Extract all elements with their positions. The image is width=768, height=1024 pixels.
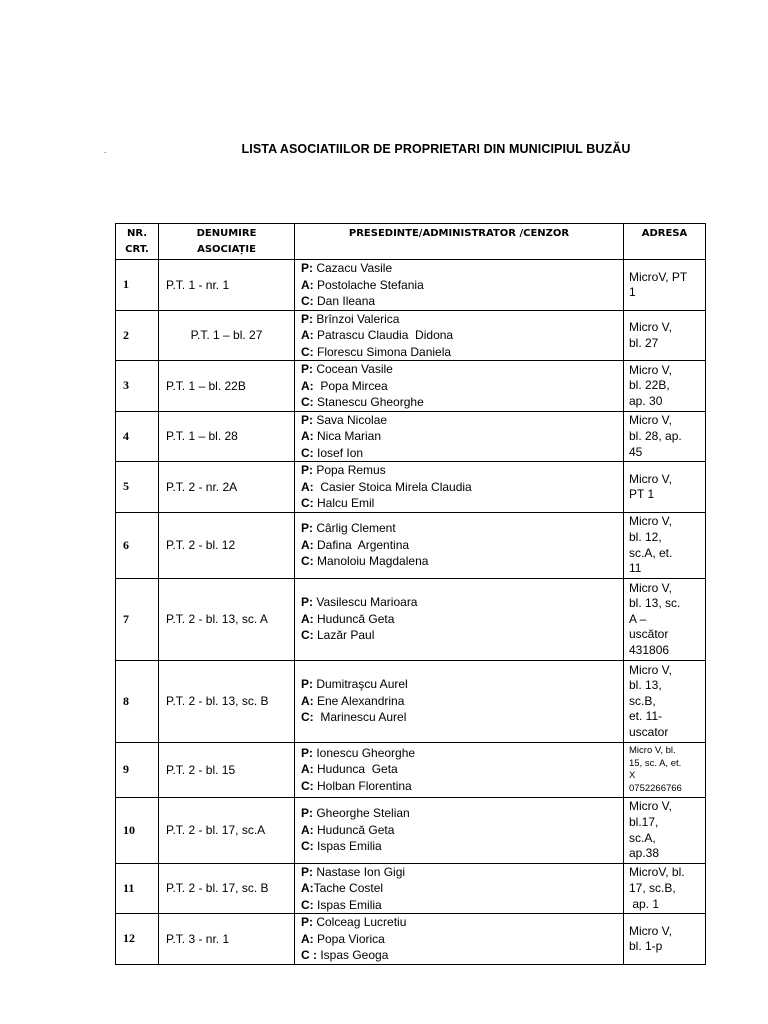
officer-role: C: — [301, 710, 314, 725]
officer-name: Casier Stoica Mirela Claudia — [313, 479, 472, 494]
officer-line — [301, 761, 623, 778]
officer-role: P: — [301, 261, 313, 275]
officer-line — [301, 627, 623, 644]
officer-line — [301, 462, 623, 479]
officer-role: A: — [301, 378, 314, 393]
officers-cell — [295, 310, 624, 361]
address-cell — [624, 578, 706, 660]
officer-name: Ispas Emilia — [313, 839, 382, 854]
officers-cell — [295, 260, 624, 311]
officer-line — [301, 344, 623, 361]
officer-name: Vasilescu Marioara — [313, 595, 418, 610]
address-line: Micro V, — [629, 923, 672, 938]
officer-line — [301, 412, 623, 429]
header-name: DENUMIRE ASOCIAȚIE — [159, 224, 295, 260]
officer-name: Cocean Vasile — [313, 362, 393, 376]
table-row — [116, 361, 706, 412]
association-name: P.T. 1 - nr. 1 — [159, 260, 295, 311]
page-title: LISTA ASOCIATIILOR DE PROPRIETARI DIN MUNICIPIUL BUZĂU — [241, 142, 631, 156]
officer-name: Patrascu Claudia Didona — [313, 328, 454, 342]
row-number: 1 — [116, 260, 159, 311]
officers-cell — [295, 797, 624, 863]
address-line: sc.A, — [629, 830, 656, 845]
officers-cell — [295, 660, 624, 742]
officer-name: Dafina Argentina — [313, 537, 410, 552]
address-line: 15, sc. A, et. — [629, 757, 682, 769]
table-row — [116, 260, 706, 311]
association-name: P.T. 2 - bl. 13, sc. B — [159, 660, 295, 742]
officer-name: Brînzoi Valerica — [313, 311, 400, 326]
officer-role: A: — [301, 429, 314, 443]
address-line: 0752266766 — [629, 782, 682, 794]
officer-line — [301, 428, 623, 445]
table-row — [116, 462, 706, 513]
address-line: et. 11- — [629, 709, 663, 724]
address-line: Micro V, — [629, 580, 672, 595]
address-cell — [624, 411, 706, 462]
table-row — [116, 660, 706, 742]
row-number: 3 — [116, 361, 159, 412]
officer-role: A: — [301, 277, 314, 292]
address-line: Micro V, — [629, 413, 672, 428]
officer-name: Dumitraşcu Aurel — [313, 677, 408, 692]
officer-line — [301, 495, 623, 512]
officer-role: C : — [301, 948, 317, 962]
table-row — [116, 411, 706, 462]
address-line: uscator — [629, 724, 669, 739]
address-cell — [624, 797, 706, 863]
association-name: P.T. 2 - bl. 15 — [159, 742, 295, 797]
address-cell — [624, 462, 706, 513]
address-line: 45 — [629, 444, 643, 459]
officer-line — [301, 378, 623, 395]
officer-role: P: — [301, 595, 313, 610]
header-president: PRESEDINTE/ADMINISTRATOR /CENZOR — [295, 224, 624, 260]
officer-role: C: — [301, 554, 314, 569]
address-line: 1 — [629, 285, 636, 300]
table-row — [116, 310, 706, 361]
address-line: MicroV, PT — [629, 269, 688, 284]
officer-line — [301, 611, 623, 628]
address-line: 431806 — [629, 642, 670, 657]
row-number: 11 — [116, 863, 159, 914]
address-cell — [624, 914, 706, 965]
officer-line — [301, 693, 623, 710]
officer-line — [301, 864, 623, 881]
officer-name: Nastase Ion Gigi — [313, 864, 406, 879]
officer-role: P: — [301, 806, 313, 821]
officer-name: Sava Nicolae — [313, 412, 388, 427]
associations-table — [115, 223, 706, 965]
address-line: bl. 1-p — [629, 939, 663, 954]
officer-line — [301, 327, 623, 344]
address-line: ap. 1 — [629, 896, 660, 911]
officer-role: C: — [301, 628, 314, 643]
row-number: 8 — [116, 660, 159, 742]
officer-line — [301, 293, 623, 310]
officer-role: A: — [301, 693, 314, 708]
officer-name: Postolache Stefania — [313, 277, 424, 292]
table-row — [116, 742, 706, 797]
row-number: 2 — [116, 310, 159, 361]
officer-name: Hudunca Geta — [313, 762, 398, 777]
officer-role: P: — [301, 463, 313, 477]
officer-role: A: — [301, 881, 314, 895]
officer-role: C: — [301, 395, 314, 409]
officer-line — [301, 778, 623, 795]
officer-line — [301, 537, 623, 554]
officer-role: P: — [301, 915, 313, 929]
officer-line — [301, 445, 623, 462]
officer-name: Nica Marian — [313, 429, 382, 443]
association-name: P.T. 2 - bl. 12 — [159, 512, 295, 578]
header-address: ADRESA — [624, 224, 706, 260]
address-line: Micro V, — [629, 320, 672, 335]
officer-line — [301, 805, 623, 822]
officer-name: Iosef Ion — [313, 445, 364, 460]
address-cell — [624, 310, 706, 361]
officer-line — [301, 361, 623, 378]
table-row — [116, 914, 706, 965]
officers-cell — [295, 411, 624, 462]
officer-line — [301, 709, 623, 726]
officer-role: A: — [301, 537, 314, 552]
officer-role: P: — [301, 311, 313, 326]
address-line: bl.17, — [629, 814, 659, 829]
address-line: sc.A, et. — [629, 545, 673, 560]
address-line: bl. 13, sc. — [629, 596, 681, 611]
officer-role: C: — [301, 778, 314, 793]
officers-cell — [295, 512, 624, 578]
officer-role: A: — [301, 931, 314, 946]
officer-role: P: — [301, 521, 313, 536]
table-row — [116, 797, 706, 863]
officer-name: Popa Mircea — [313, 378, 388, 393]
association-name: P.T. 1 – bl. 27 — [159, 310, 295, 361]
association-name: P.T. 1 – bl. 28 — [159, 411, 295, 462]
row-number: 4 — [116, 411, 159, 462]
officer-line — [301, 914, 623, 931]
officer-line — [301, 260, 623, 277]
officer-line — [301, 947, 623, 964]
officer-role: P: — [301, 677, 313, 692]
officer-line — [301, 880, 623, 897]
officer-role: A: — [301, 479, 314, 494]
officer-name: Manoloiu Magdalena — [313, 554, 429, 569]
address-line: 17, sc.B, — [629, 880, 676, 895]
table-header-row — [116, 224, 706, 260]
address-cell — [624, 742, 706, 797]
officer-line — [301, 277, 623, 294]
officer-role: A: — [301, 328, 314, 342]
association-name: P.T. 2 - bl. 17, sc. B — [159, 863, 295, 914]
association-name: P.T. 3 - nr. 1 — [159, 914, 295, 965]
officer-name: Halcu Emil — [313, 496, 375, 510]
association-name: P.T. 2 - bl. 17, sc.A — [159, 797, 295, 863]
address-cell — [624, 863, 706, 914]
address-line: bl. 22B, — [629, 378, 670, 393]
officers-cell — [295, 742, 624, 797]
address-line: Micro V, — [629, 471, 672, 486]
address-line: bl. 12, — [629, 529, 662, 544]
officer-role: C: — [301, 344, 314, 359]
table-row — [116, 512, 706, 578]
officer-role: C: — [301, 839, 314, 854]
officer-name: Dan Ileana — [313, 294, 376, 308]
row-number: 5 — [116, 462, 159, 513]
officer-role: A: — [301, 822, 314, 837]
officer-name: Marinescu Aurel — [313, 710, 407, 725]
officers-cell — [295, 863, 624, 914]
officer-name: Colceag Lucretiu — [313, 915, 407, 929]
address-line: sc.B, — [629, 693, 656, 708]
address-line: Micro V, — [629, 514, 672, 529]
officer-role: C: — [301, 897, 314, 912]
address-cell — [624, 260, 706, 311]
officer-line — [301, 676, 623, 693]
officer-name: Stanescu Gheorghe — [313, 395, 424, 409]
officer-name: Huduncă Geta — [313, 611, 395, 626]
officer-name: Gheorghe Stelian — [313, 806, 410, 821]
officer-role: C: — [301, 496, 314, 510]
address-line: A – — [629, 611, 647, 626]
officer-line — [301, 838, 623, 855]
address-line: bl. 28, ap. — [629, 428, 682, 443]
address-line: X — [629, 770, 636, 781]
row-number: 7 — [116, 578, 159, 660]
address-line: ap.38 — [629, 846, 660, 861]
officer-name: Ene Alexandrina — [313, 693, 405, 708]
header-nr: NR. CRT. — [116, 224, 159, 260]
officers-cell — [295, 578, 624, 660]
officer-line — [301, 553, 623, 570]
officer-role: C: — [301, 294, 314, 308]
officer-name: Ispas Emilia — [313, 897, 382, 912]
officer-name: Huduncă Geta — [313, 822, 395, 837]
row-number: 10 — [116, 797, 159, 863]
address-line: ap. 30 — [629, 394, 663, 409]
officer-name: Popa Viorica — [313, 931, 385, 946]
officer-line — [301, 822, 623, 839]
officers-cell — [295, 914, 624, 965]
association-name: P.T. 1 – bl. 22B — [159, 361, 295, 412]
row-number: 6 — [116, 512, 159, 578]
officer-line — [301, 745, 623, 762]
officer-name: Holban Florentina — [313, 778, 412, 793]
officer-name: Florescu Simona Daniela — [313, 344, 452, 359]
officer-role: P: — [301, 412, 313, 427]
address-line: Micro V, bl. — [629, 745, 676, 756]
officer-role: A: — [301, 762, 314, 777]
officer-role: P: — [301, 362, 313, 376]
officer-name: Ispas Geoga — [317, 948, 389, 962]
association-name: P.T. 2 - bl. 13, sc. A — [159, 578, 295, 660]
address-line: Micro V, — [629, 662, 672, 677]
officer-line — [301, 897, 623, 914]
address-line: Micro V, — [629, 799, 672, 814]
table-row — [116, 578, 706, 660]
officer-name: Cârlig Clement — [313, 521, 396, 536]
address-cell — [624, 660, 706, 742]
address-line: MicroV, bl. — [629, 865, 685, 880]
row-number: 9 — [116, 742, 159, 797]
officers-cell — [295, 361, 624, 412]
address-cell — [624, 512, 706, 578]
officer-role: A: — [301, 611, 314, 626]
address-line: PT 1 — [629, 487, 655, 502]
officer-role: P: — [301, 864, 313, 879]
officer-name: Cazacu Vasile — [313, 261, 393, 275]
officer-line — [301, 479, 623, 496]
page-marker: . — [104, 146, 107, 155]
table-row — [116, 863, 706, 914]
officer-role: P: — [301, 745, 313, 760]
address-line: uscător — [629, 627, 669, 642]
officer-line — [301, 931, 623, 948]
officer-name: Tache Costel — [313, 881, 384, 895]
address-line: 11 — [629, 561, 642, 576]
address-line: Micro V, — [629, 362, 672, 377]
officers-cell — [295, 462, 624, 513]
officer-line — [301, 394, 623, 411]
association-name: P.T. 2 - nr. 2A — [159, 462, 295, 513]
officer-role: C: — [301, 445, 314, 460]
address-cell — [624, 361, 706, 412]
officer-name: Popa Remus — [313, 463, 386, 477]
officer-line — [301, 594, 623, 611]
officer-line — [301, 520, 623, 537]
row-number: 12 — [116, 914, 159, 965]
address-line: bl. 13, — [629, 678, 662, 693]
address-line: bl. 27 — [629, 335, 659, 350]
officer-name: Ionescu Gheorghe — [313, 745, 416, 760]
officer-line — [301, 311, 623, 328]
officer-name: Lazăr Paul — [313, 628, 375, 643]
